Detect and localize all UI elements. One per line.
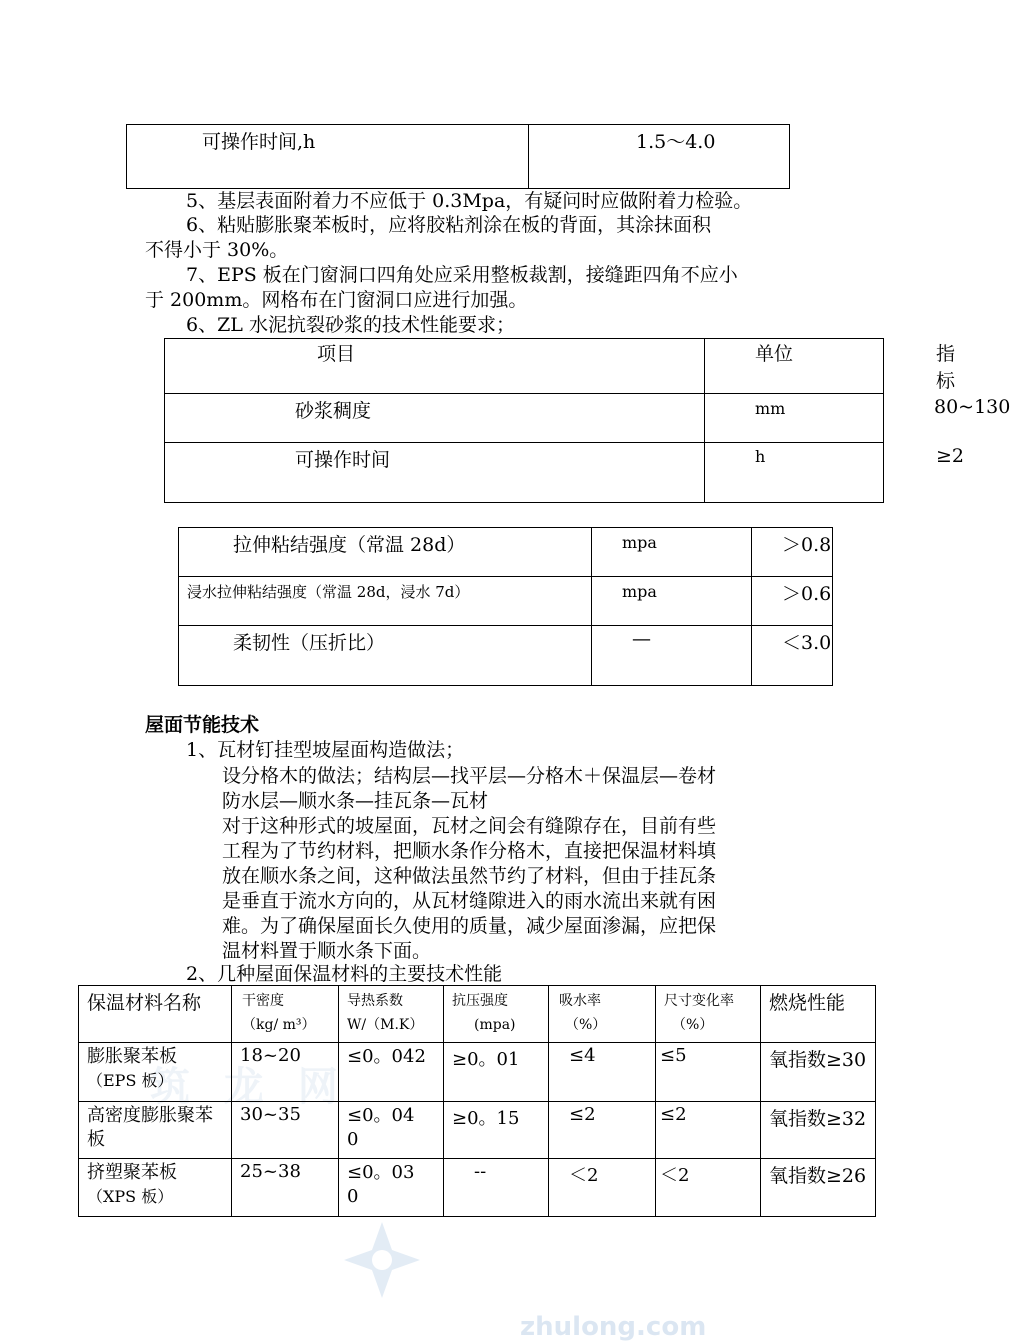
cell-name: [79, 1102, 232, 1159]
header-sub: （kg/ m³）: [242, 1017, 316, 1033]
name-line2: 板: [87, 1129, 105, 1150]
header-item: 项目: [165, 339, 705, 394]
watermark-faint: 筑 龙 网: [150, 1064, 348, 1110]
table-row: [79, 1102, 876, 1159]
table-cell: ＜3.0: [752, 626, 833, 686]
name-line2: （XPS 板）: [87, 1187, 174, 1206]
table-cell: mpa: [592, 528, 752, 577]
table-cell: mm: [705, 394, 884, 443]
table-row: [179, 528, 833, 577]
name-line2: （EPS 板）: [87, 1071, 174, 1090]
desc-2-line2: 工程为了节约材料，把顺水条作分格木，直接把保温材料填: [222, 840, 717, 862]
header-main: 尺寸变化率: [664, 993, 734, 1009]
table-cell: 砂浆稠度: [165, 394, 705, 443]
table-cell: 柔韧性（压折比）: [179, 626, 592, 686]
conductivity-line1: ≤0。03: [347, 1162, 415, 1183]
header-sub: (mpa): [474, 1017, 516, 1033]
conductivity-line1: ≤0。04: [347, 1105, 415, 1126]
watermark-text: zhulong.com: [520, 1312, 707, 1342]
cell-absorption: ≤4: [549, 1043, 656, 1102]
table-cell: ＞0.8: [752, 528, 833, 577]
header-combustion: 燃烧性能: [761, 986, 876, 1043]
table-cell: 拉伸粘结强度（常温 28d）: [179, 528, 592, 577]
item-2: 2、几种屋面保温材料的主要技术性能: [186, 963, 503, 985]
table-operating-time: [126, 124, 790, 189]
item-1: 1、瓦材钉挂型坡屋面构造做法；: [186, 739, 465, 761]
cell-combustion: 氧指数≥26: [761, 1159, 876, 1217]
cell-density: 30~35: [232, 1102, 339, 1159]
cell-strength: ≥0。15: [444, 1102, 549, 1159]
table-row: 砂浆稠度 mm 80~130: [165, 394, 884, 443]
cell-name: [79, 1043, 232, 1102]
header-main: 抗压强度: [452, 993, 508, 1009]
cell-density: 25~38: [232, 1159, 339, 1217]
header-density: [232, 986, 339, 1043]
header-main: 干密度: [242, 993, 284, 1009]
table-header-row: 项目 单位 指标: [165, 339, 884, 394]
header-name: 保温材料名称: [79, 986, 232, 1043]
header-conductivity: [339, 986, 444, 1043]
cell-dimension: ＜2: [656, 1159, 761, 1217]
header-main: 吸水率: [559, 993, 601, 1009]
header-sub: （%）: [672, 1017, 714, 1033]
conductivity-line2: 0: [347, 1129, 359, 1150]
cell-absorption: ≤2: [549, 1102, 656, 1159]
cell-combustion: 氧指数≥30: [761, 1043, 876, 1102]
para-6-line1: 6、粘贴膨胀聚苯板时，应将胶粘剂涂在板的背面，其涂抹面积: [186, 214, 712, 236]
table-cell: 1.5～4.0: [529, 125, 790, 189]
cell-combustion: 氧指数≥32: [761, 1102, 876, 1159]
header-sub: W/（M.K）: [347, 1017, 424, 1033]
para-5: 5、基层表面附着力不应低于 0.3Mpa，有疑问时应做附着力检验。: [186, 190, 753, 212]
cell-conductivity: [339, 1102, 444, 1159]
header-sub: （%）: [565, 1017, 607, 1033]
desc-2-line3: 放在顺水条之间，这种做法虽然节约了材料，但由于挂瓦条: [222, 865, 717, 887]
section-title: 屋面节能技术: [145, 714, 260, 736]
table-cell: —: [592, 626, 752, 686]
desc-2-line6: 温材料置于顺水条下面。: [222, 940, 432, 962]
table-row: [179, 577, 833, 626]
cell-conductivity: [339, 1043, 444, 1102]
desc-1-line2: 防水层—顺水条—挂瓦条—瓦材: [222, 790, 489, 812]
table-header-row: [79, 986, 876, 1043]
para-8: 6、ZL 水泥抗裂砂浆的技术性能要求；: [186, 314, 515, 336]
name-line1: 膨胀聚苯板: [87, 1046, 177, 1067]
cell-density: 18~20: [232, 1043, 339, 1102]
table-cell: ＞0.6: [752, 577, 833, 626]
cell-name: [79, 1159, 232, 1217]
header-main: 导热系数: [347, 993, 403, 1009]
watermark-logo-icon: [342, 1220, 422, 1304]
table-cell: h: [705, 443, 884, 503]
table-mortar-specs: [164, 338, 1010, 503]
table-insulation-materials: [78, 985, 876, 1217]
conductivity-line1: ≤0。042: [347, 1046, 426, 1067]
header-dimension: [656, 986, 761, 1043]
table-bond-strength: [178, 527, 833, 686]
table-cell: 可操作时间: [165, 443, 705, 503]
cell-strength: ≥0。01: [444, 1043, 549, 1102]
table-row: [79, 1043, 876, 1102]
table-cell: 浸水拉伸粘结强度（常温 28d，浸水 7d）: [179, 577, 592, 626]
table-row: [79, 1159, 876, 1217]
para-7-line2: 于 200mm。网格布在门窗洞口应进行加强。: [145, 289, 528, 311]
table-cell: 可操作时间,h: [127, 125, 529, 189]
para-6-line2: 不得小于 30%。: [145, 239, 289, 261]
header-strength: [444, 986, 549, 1043]
table-row: [179, 626, 833, 686]
table-row: [127, 125, 790, 189]
cell-conductivity: [339, 1159, 444, 1217]
para-7-line1: 7、EPS 板在门窗洞口四角处应采用整板裁割，接缝距四角不应小: [186, 264, 738, 286]
cell-dimension: ≤5: [656, 1043, 761, 1102]
table-cell: mpa: [592, 577, 752, 626]
header-absorption: [549, 986, 656, 1043]
name-line1: 挤塑聚苯板: [87, 1162, 177, 1183]
cell-dimension: ≤2: [656, 1102, 761, 1159]
desc-1-line1: 设分格木的做法；结构层—找平层—分格木＋保温层—卷材: [222, 765, 717, 787]
desc-2-line4: 是垂直于流水方向的，从瓦材缝隙进入的雨水流出来就有困: [222, 890, 717, 912]
desc-2-line5: 难。为了确保屋面长久使用的质量，减少屋面渗漏，应把保: [222, 915, 717, 937]
desc-2-line1: 对于这种形式的坡屋面，瓦材之间会有缝隙存在，目前有些: [222, 815, 717, 837]
table-row: 可操作时间 h ≥2: [165, 443, 884, 503]
cell-absorption: ＜2: [549, 1159, 656, 1217]
header-unit: 单位: [705, 339, 884, 394]
cell-strength: --: [444, 1159, 549, 1217]
name-line1: 高密度膨胀聚苯: [87, 1105, 213, 1126]
conductivity-line2: 0: [347, 1186, 359, 1207]
